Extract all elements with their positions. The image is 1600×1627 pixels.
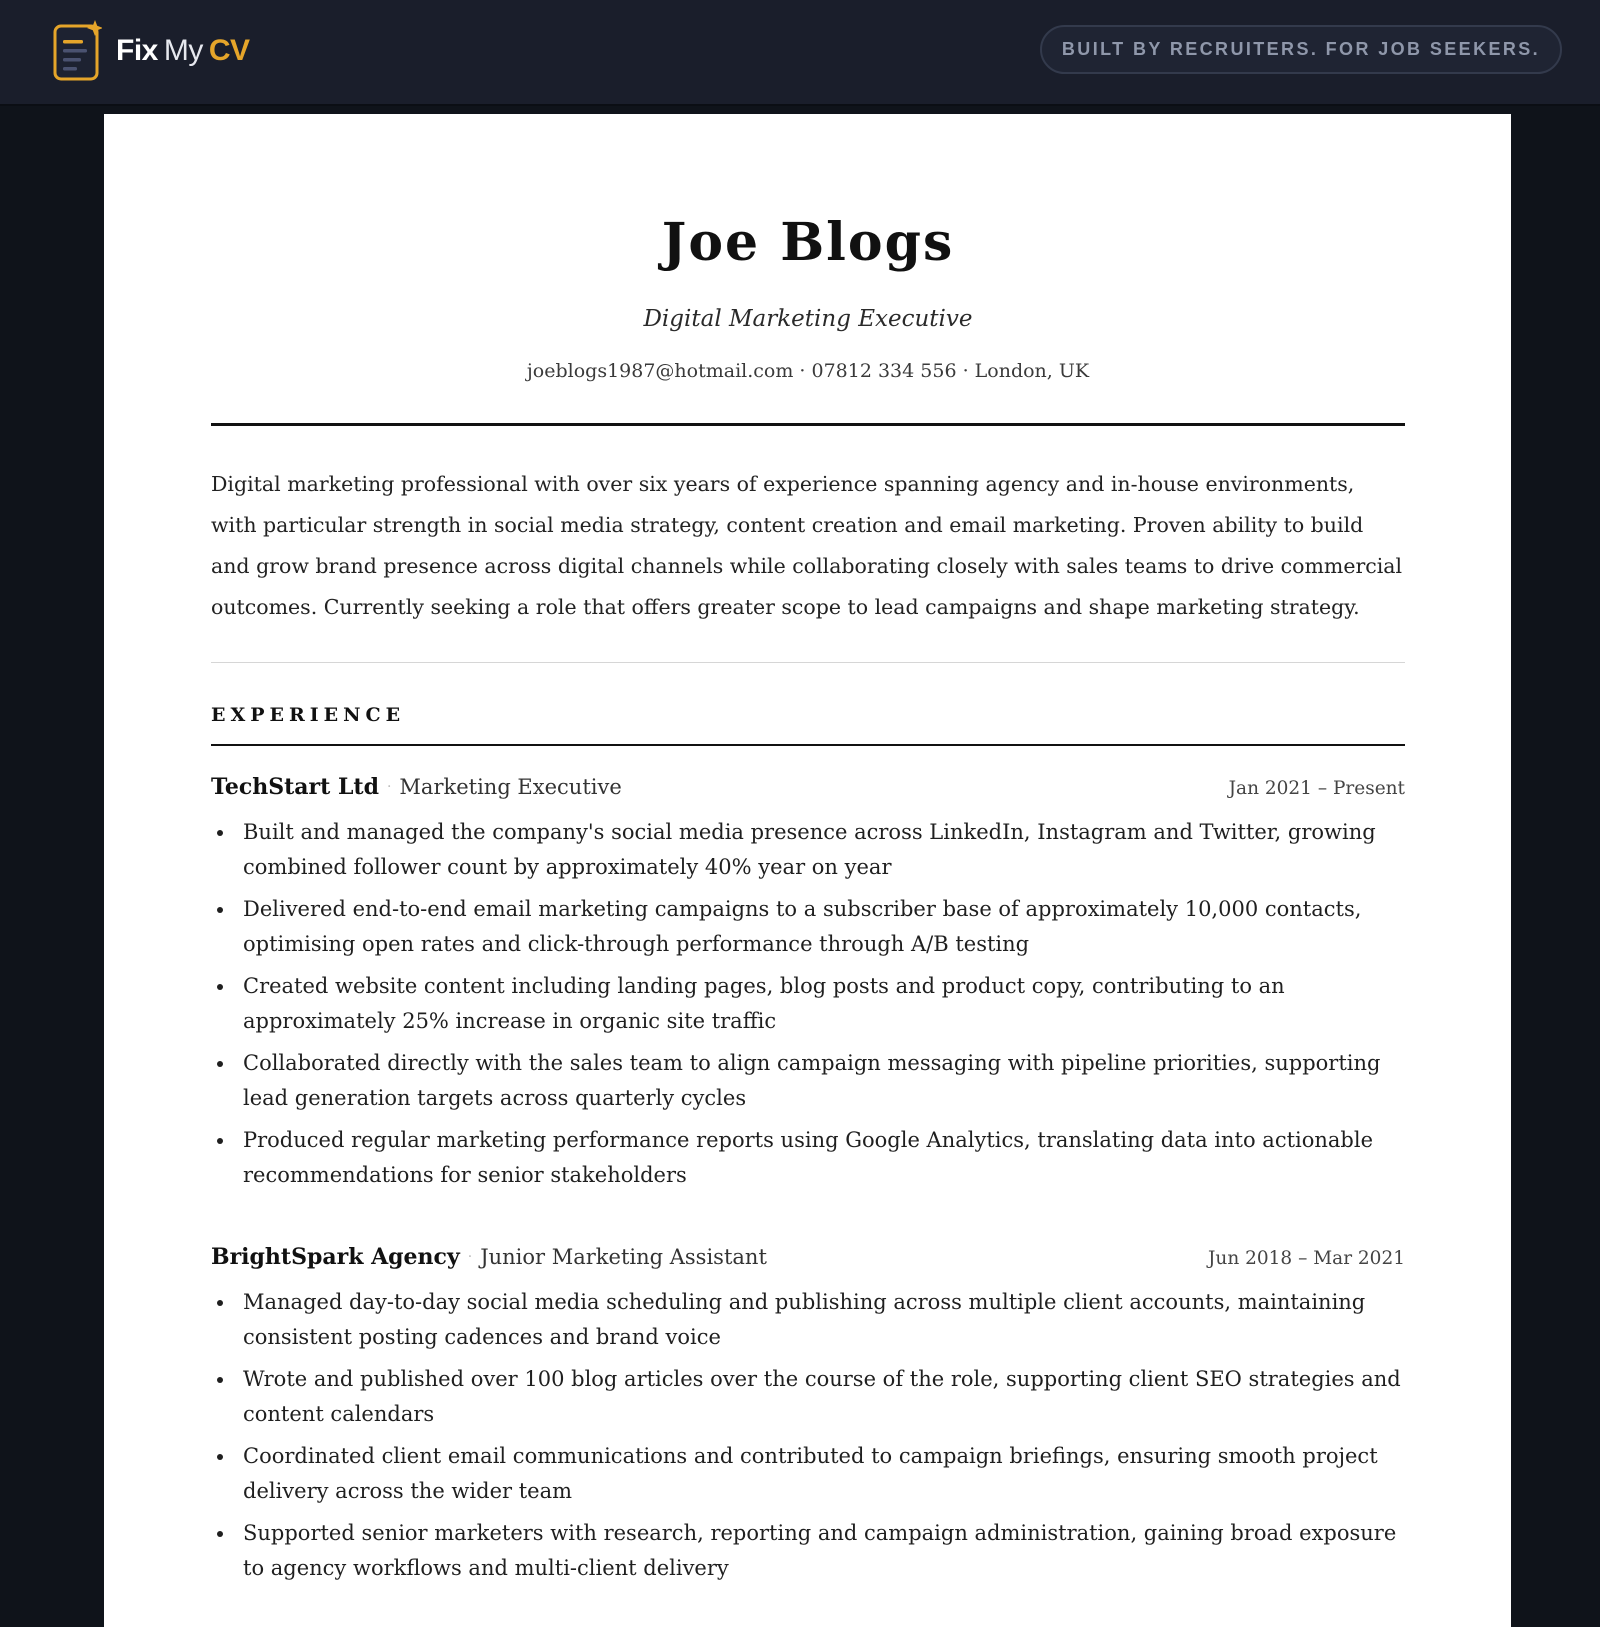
job-bullet: Created website content including landing pages, blog posts and product copy, contributing to an approximately 25% increase in organic site traffic	[211, 969, 1405, 1039]
top-navigation-bar	[0, 0, 1600, 106]
job-entry-techstart	[211, 774, 1405, 1193]
job-company: TechStart Ltd	[211, 774, 379, 800]
brand-my-text: My	[163, 34, 203, 67]
summary-divider	[211, 662, 1405, 663]
experience-divider	[211, 744, 1405, 746]
job-bullet: Delivered end-to-end email marketing campaigns to a subscriber base of approximately 10,000 contacts, optimising open rates and click-through performance through A/B testing	[211, 892, 1405, 962]
job-bullet: Supported senior marketers with research, reporting and campaign administration, gaining broad exposure to agency workflows and multi-client delivery	[211, 1516, 1405, 1586]
job-header	[211, 1244, 1405, 1278]
job-bullet: Managed day-to-day social media scheduling and publishing across multiple client accounts, maintaining consistent posting cadences and brand voice	[211, 1285, 1405, 1355]
tagline-text: BUILT BY RECRUITERS. FOR JOB SEEKERS.	[1061, 39, 1541, 59]
brand-logo-link[interactable]	[52, 20, 250, 82]
cv-job-title: Digital Marketing Executive	[643, 306, 973, 332]
job-separator: ·	[386, 779, 392, 795]
experience-heading: EXPERIENCE	[211, 704, 406, 726]
job-bullet: Produced regular marketing performance reports using Google Analytics, translating data into actionable recommendations for senior stakeholders	[211, 1123, 1405, 1193]
job-bullet: Coordinated client email communications and contributed to campaign briefings, ensuring smooth project delivery across the wider team	[211, 1439, 1405, 1509]
job-dates: Jun 2018 – Mar 2021	[1208, 1248, 1405, 1269]
job-header	[211, 774, 1405, 808]
job-separator: ·	[467, 1249, 473, 1265]
job-bullet-list	[211, 1285, 1405, 1586]
brand-wordmark	[116, 34, 250, 68]
job-dates: Jan 2021 – Present	[1228, 778, 1405, 799]
cv-contact-line: joeblogs1987@hotmail.com · 07812 334 556 · London, UK	[526, 360, 1090, 382]
job-bullet: Collaborated directly with the sales team to align campaign messaging with pipeline priorities, supporting lead generation targets across quarterly cycles	[211, 1046, 1405, 1116]
job-company: BrightSpark Agency	[211, 1244, 460, 1270]
brand-fix-text: Fix	[116, 34, 158, 67]
job-role: Junior Marketing Assistant	[480, 1245, 767, 1269]
cv-document	[104, 114, 1511, 1627]
cv-summary: Digital marketing professional with over six years of experience spanning agency and in-house environments, with particular strength in social media strategy, content creation and email marketing. Proven ability to build and grow brand presence across digital channels while collaborating closely with sales teams to drive commercial outcomes. Currently seeking a role that offers greater scope to lead campaigns and shape marketing strategy.	[211, 472, 1403, 619]
job-bullet: Wrote and published over 100 blog articles over the course of the role, supporting client SEO strategies and content calendars	[211, 1362, 1405, 1432]
job-bullet: Built and managed the company's social media presence across LinkedIn, Instagram and Twitter, growing combined follower count by approximately 40% year on year	[211, 815, 1405, 885]
job-entry-brightspark	[211, 1244, 1405, 1586]
cv-name: Joe Blogs	[661, 212, 955, 273]
brand-cv-text: CV	[208, 34, 250, 67]
job-role: Marketing Executive	[399, 775, 622, 799]
header-divider	[211, 423, 1405, 426]
job-bullet-list	[211, 815, 1405, 1193]
document-sparkle-icon	[52, 20, 102, 82]
tagline-badge	[1040, 25, 1562, 74]
